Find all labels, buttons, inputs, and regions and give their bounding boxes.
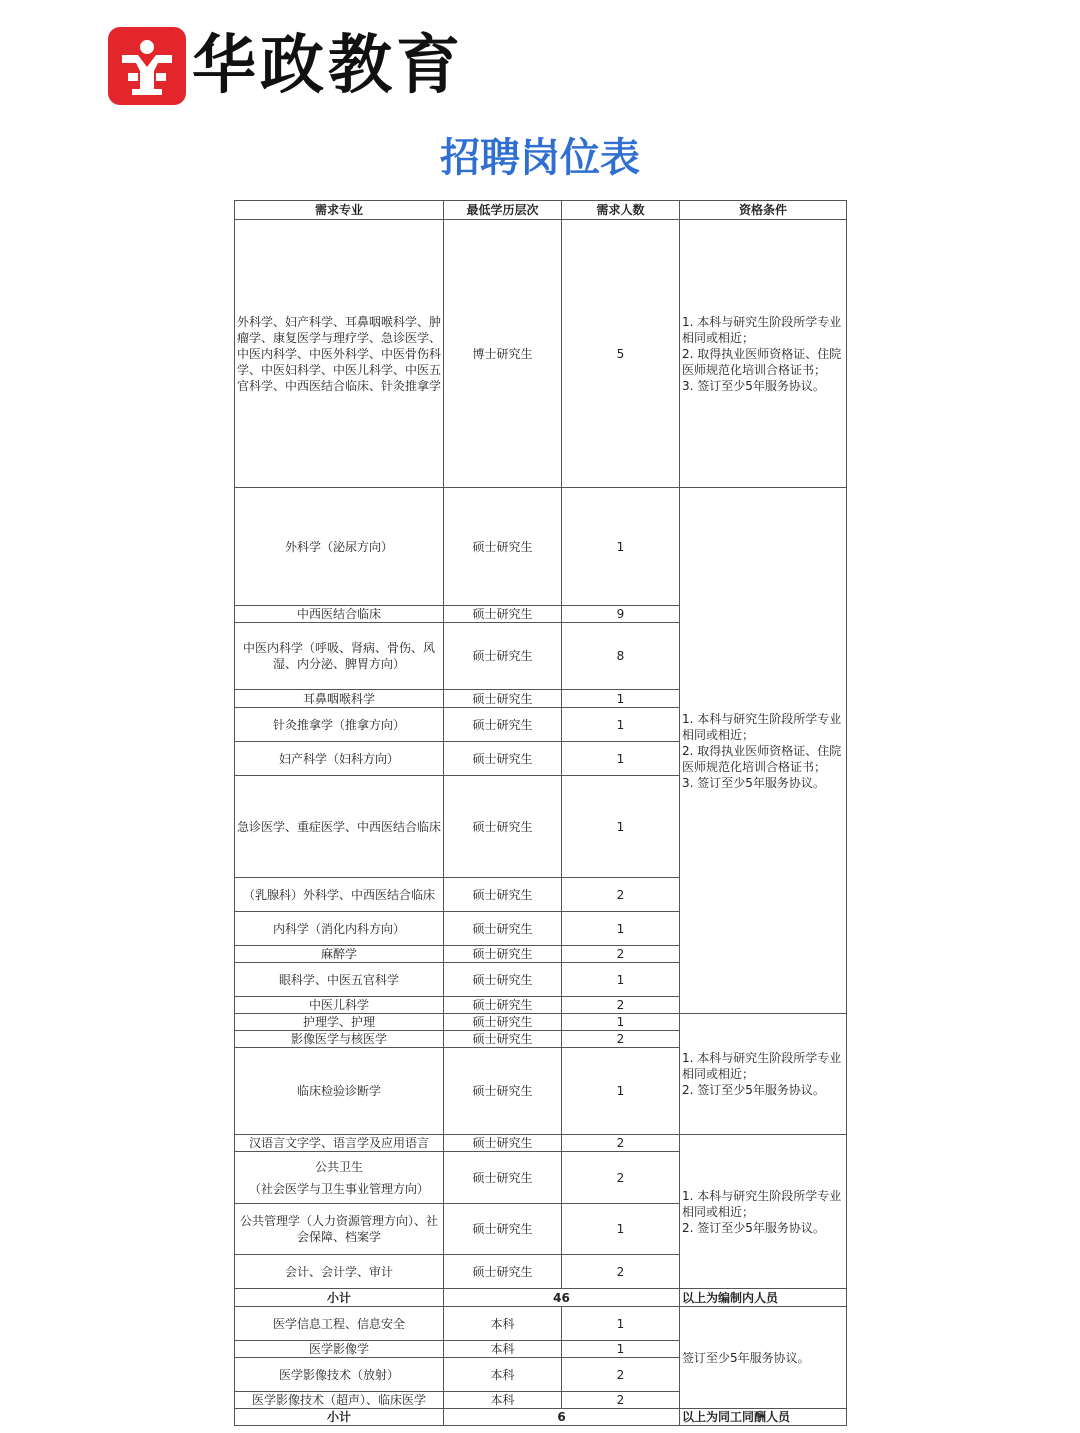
major-cell: 中医内科学（呼吸、肾病、骨伤、风湿、内分泌、脾胃方向） xyxy=(235,623,444,690)
major-cell: 护理学、护理 xyxy=(235,1014,444,1031)
education-cell: 硕士研究生 xyxy=(444,606,562,623)
education-cell: 硕士研究生 xyxy=(444,1204,562,1255)
count-cell: 1 xyxy=(562,912,680,946)
header-major: 需求专业 xyxy=(235,201,444,220)
major-cell: 耳鼻咽喉科学 xyxy=(235,690,444,708)
count-cell: 1 xyxy=(562,1204,680,1255)
major-cell: （乳腺科）外科学、中西医结合临床 xyxy=(235,878,444,912)
count-cell: 1 xyxy=(562,1341,680,1358)
count-cell: 1 xyxy=(562,742,680,776)
major-cell: 眼科学、中医五官科学 xyxy=(235,963,444,997)
count-cell: 2 xyxy=(562,1031,680,1048)
table-row xyxy=(235,488,847,606)
major-cell: 中西医结合临床 xyxy=(235,606,444,623)
count-cell: 1 xyxy=(562,776,680,878)
requirement-item: 2. 取得执业医师资格证、住院医师规范化培训合格证书； xyxy=(682,346,842,377)
count-cell: 8 xyxy=(562,623,680,690)
requirement-item: 3. 签订至少5年服务协议。 xyxy=(682,775,825,790)
education-cell: 本科 xyxy=(444,1341,562,1358)
education-cell: 硕士研究生 xyxy=(444,742,562,776)
page-title: 招聘岗位表 xyxy=(440,135,640,181)
header-count: 需求人数 xyxy=(562,201,680,220)
requirements-cell xyxy=(680,1307,847,1409)
education-cell: 本科 xyxy=(444,1307,562,1341)
requirements-cell xyxy=(680,1014,847,1135)
major-cell: 影像医学与核医学 xyxy=(235,1031,444,1048)
header-requirements: 资格条件 xyxy=(680,201,847,220)
count-cell: 2 xyxy=(562,1392,680,1409)
major-cell: 会计、会计学、审计 xyxy=(235,1255,444,1289)
subtotal-row xyxy=(235,1409,847,1426)
requirement-item: 签订至少5年服务协议。 xyxy=(682,1350,810,1365)
education-cell: 硕士研究生 xyxy=(444,1152,562,1204)
major-cell: 急诊医学、重症医学、中西医结合临床 xyxy=(235,776,444,878)
education-cell: 硕士研究生 xyxy=(444,488,562,606)
table-row xyxy=(235,1135,847,1152)
education-cell: 硕士研究生 xyxy=(444,776,562,878)
education-cell: 硕士研究生 xyxy=(444,1255,562,1289)
recruitment-table xyxy=(234,200,847,1426)
major-cell: 医学信息工程、信息安全 xyxy=(235,1307,444,1341)
education-cell: 本科 xyxy=(444,1392,562,1409)
major-cell: 公共管理学（人力资源管理方向）、社会保障、档案学 xyxy=(235,1204,444,1255)
table-row xyxy=(235,1307,847,1341)
count-cell: 2 xyxy=(562,878,680,912)
subtotal-label: 小计 xyxy=(235,1289,444,1307)
education-cell: 硕士研究生 xyxy=(444,623,562,690)
subtotal-row xyxy=(235,1289,847,1307)
requirement-item: 1. 本科与研究生阶段所学专业相同或相近； xyxy=(682,1188,842,1219)
count-cell: 9 xyxy=(562,606,680,623)
table-row xyxy=(235,1014,847,1031)
education-cell: 硕士研究生 xyxy=(444,1014,562,1031)
subtotal-value: 6 xyxy=(444,1409,680,1426)
major-line: （社会医学与卫生事业管理方向） xyxy=(248,1181,429,1196)
count-cell: 1 xyxy=(562,690,680,708)
count-cell: 2 xyxy=(562,1152,680,1204)
requirements-cell xyxy=(680,488,847,1014)
major-cell: 汉语言文字学、语言学及应用语言 xyxy=(235,1135,444,1152)
major-cell: 外科学、妇产科学、耳鼻咽喉科学、肿瘤学、康复医学与理疗学、急诊医学、中医内科学、中医外科学、中医骨伤科学、中医妇科学、中医儿科学、中医五官科学、中西医结合临床、针灸推拿学 xyxy=(235,220,444,488)
major-cell: 医学影像学 xyxy=(235,1341,444,1358)
huazheng-logo-icon xyxy=(108,27,186,105)
count-cell: 1 xyxy=(562,488,680,606)
subtotal-note: 以上为编制内人员 xyxy=(680,1289,847,1307)
count-cell: 1 xyxy=(562,963,680,997)
requirements-cell xyxy=(680,1135,847,1289)
education-cell: 博士研究生 xyxy=(444,220,562,488)
education-cell: 本科 xyxy=(444,1358,562,1392)
count-cell: 1 xyxy=(562,1048,680,1135)
subtotal-note: 以上为同工同酬人员 xyxy=(680,1409,847,1426)
requirement-item: 2. 取得执业医师资格证、住院医师规范化培训合格证书； xyxy=(682,743,842,774)
count-cell: 1 xyxy=(562,1307,680,1341)
count-cell: 2 xyxy=(562,1358,680,1392)
education-cell: 硕士研究生 xyxy=(444,1031,562,1048)
education-cell: 硕士研究生 xyxy=(444,963,562,997)
major-cell: 中医儿科学 xyxy=(235,997,444,1014)
table-row xyxy=(235,220,847,488)
major-cell: 医学影像技术（超声）、临床医学 xyxy=(235,1392,444,1409)
count-cell: 1 xyxy=(562,708,680,742)
requirement-item: 1. 本科与研究生阶段所学专业相同或相近； xyxy=(682,1051,842,1081)
count-cell: 2 xyxy=(562,1255,680,1289)
requirements-cell xyxy=(680,220,847,488)
subtotal-label: 小计 xyxy=(235,1409,444,1426)
requirement-item: 2. 签订至少5年服务协议。 xyxy=(682,1220,825,1235)
major-cell: 医学影像技术（放射） xyxy=(235,1358,444,1392)
requirement-item: 1. 本科与研究生阶段所学专业相同或相近； xyxy=(682,711,842,742)
brand-name: 华政教育 xyxy=(192,29,464,103)
table-header-row xyxy=(235,201,847,220)
education-cell: 硕士研究生 xyxy=(444,997,562,1014)
education-cell: 硕士研究生 xyxy=(444,912,562,946)
count-cell: 5 xyxy=(562,220,680,488)
major-cell: 临床检验诊断学 xyxy=(235,1048,444,1135)
requirement-item: 3. 签订至少5年服务协议。 xyxy=(682,378,825,393)
education-cell: 硕士研究生 xyxy=(444,946,562,963)
major-cell: 针灸推拿学（推拿方向） xyxy=(235,708,444,742)
major-cell: 内科学（消化内科方向） xyxy=(235,912,444,946)
major-cell: 外科学（泌尿方向） xyxy=(235,488,444,606)
count-cell: 2 xyxy=(562,1135,680,1152)
requirement-item: 2. 签订至少5年服务协议。 xyxy=(682,1083,825,1097)
count-cell: 1 xyxy=(562,1014,680,1031)
subtotal-value: 46 xyxy=(444,1289,680,1307)
major-cell: 麻醉学 xyxy=(235,946,444,963)
education-cell: 硕士研究生 xyxy=(444,690,562,708)
major-cell: 妇产科学（妇科方向） xyxy=(235,742,444,776)
major-line: 公共卫生 xyxy=(314,1159,363,1174)
header-education: 最低学历层次 xyxy=(444,201,562,220)
requirement-item: 1. 本科与研究生阶段所学专业相同或相近； xyxy=(682,314,842,345)
count-cell: 2 xyxy=(562,946,680,963)
education-cell: 硕士研究生 xyxy=(444,708,562,742)
count-cell: 2 xyxy=(562,997,680,1014)
education-cell: 硕士研究生 xyxy=(444,1048,562,1135)
major-cell xyxy=(235,1152,444,1204)
education-cell: 硕士研究生 xyxy=(444,1135,562,1152)
education-cell: 硕士研究生 xyxy=(444,878,562,912)
